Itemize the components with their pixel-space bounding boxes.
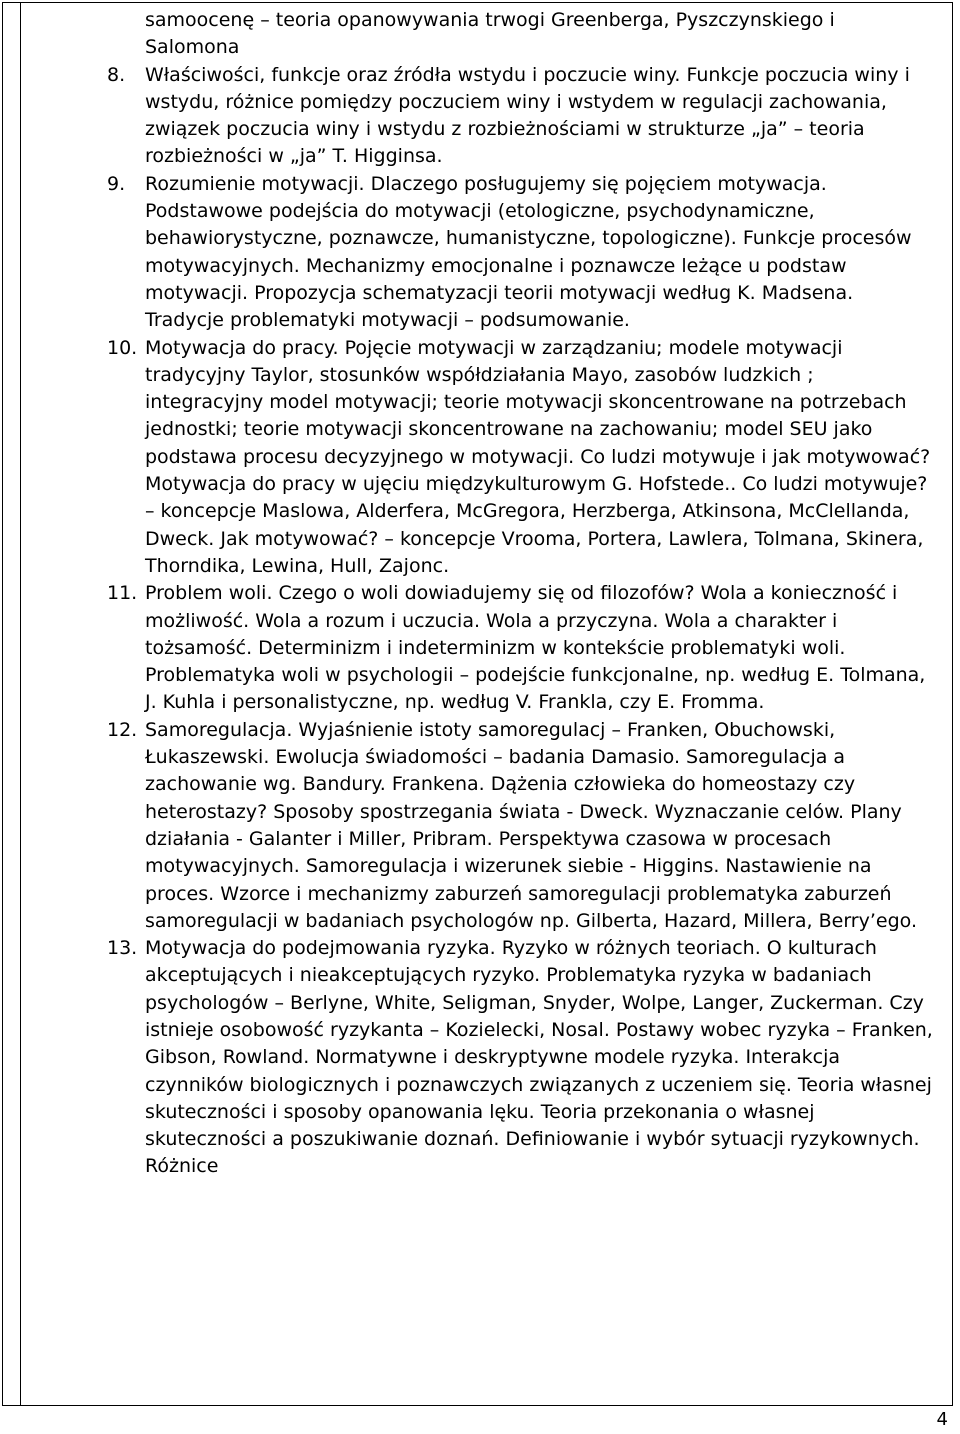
- list-item-text: Motywacja do pracy. Pojęcie motywacji w zarządzaniu; modele motywacji tradycyjny Taylor, stosunków współdziałania Mayo, zasobów ludzkich ; integracyjny model motywacji; teorie motywacji skoncentrowane na potrzebach jednostki; teorie motywacji skoncentrowane na zachowaniu; model SEU jako podstawa procesu decyzyjnego w motywacji. Co ludzi motywuje i jak motywować? Motywacja do pracy w ujęciu międzykulturowym G. Hofstede.. Co ludzi motywuje? – koncepcje Maslowa, Alderfera, McGregora, Herzberga, Atkinsona, McClellanda, Dweck. Jak motywować? – koncepcje Vrooma, Portera, Lawlera, Tolmana, Skinera, Thorndika, Lewina, Hull, Zajonc.: [145, 336, 931, 577]
- list-item-text: Samoregulacja. Wyjaśnienie istoty samoregulacj – Franken, Obuchowski, Łukaszewski. Ewolucja świadomości – badania Damasio. Samoregulacja a zachowanie wg. Bandury. Frankena. Dążenia człowieka do homeostazy czy heterostazy? Sposoby spostrzegania świata - Dweck. Wyznaczanie celów. Plany działania - Galanter i Miller, Pribram. Perspektywa czasowa w procesach motywacyjnych. Samoregulacja i wizerunek siebie - Higgins. Nastawienie na proces. Wzorce i mechanizmy zaburzeń samoregulacji problematyka zaburzeń samoregulacji w badaniach psychologów np. Gilberta, Hazard, Millera, Berry’ego.: [145, 718, 917, 932]
- list-item-number: 9.: [107, 172, 126, 195]
- page-number: 4: [936, 1409, 948, 1430]
- list-item: [107, 62, 935, 171]
- list-item: [107, 335, 935, 581]
- list-item-number: 11.: [107, 582, 138, 605]
- list-item-number: 8.: [107, 63, 126, 86]
- list-item: [107, 717, 935, 935]
- list-item: [107, 580, 935, 716]
- list-item-text: Motywacja do podejmowania ryzyka. Ryzyko w różnych teoriach. O kulturach akceptujących i nieakceptujących ryzyko. Problematyka ryzyka w badaniach psychologów – Berlyne, White, Seligman, Snyder, Wolpe, Langer, Zuckerman. Czy istnieje osobowość ryzykanta – Kozielecki, Nosal. Postawy wobec ryzyka – Franken, Gibson, Rowland. Normatywne i deskryptywne modele ryzyka. Interakcja czynników biologicznych i poznawczych związanych z uczeniem się. Teoria własnej skuteczności i sposoby opanowania lęku. Teoria przekonania o własnej skuteczności a poszukiwanie doznań. Definiowanie i wybór sytuacji ryzykownych. Różnice: [145, 937, 933, 1178]
- document-body: [107, 7, 935, 1181]
- list-item-number: 13.: [107, 937, 138, 960]
- list-item-text: Rozumienie motywacji. Dlaczego posługujemy się pojęciem motywacja. Podstawowe podejścia do motywacji (etologiczne, psychodynamiczne, behawiorystyczne, poznawcze, humanistyczne, topologiczne). Funkcje procesów motywacyjnych. Mechanizmy emocjonalne i poznawcze leżące u podstaw motywacji. Propozycja schematyzacji teorii motywacji według K. Madsena. Tradycje problematyki motywacji – podsumowanie.: [145, 172, 912, 332]
- list-item-number: 10.: [107, 336, 138, 359]
- list-item-text: Właściwości, funkcje oraz źródła wstydu i poczucie winy. Funkcje poczucia winy i wstydu, różnice pomiędzy poczuciem winy i wstydem w regulacji zachowania, związek poczucia winy i wstydu z rozbieżnościami w strukturze „ja” – teoria rozbieżności w „ja” T. Higginsa.: [145, 63, 910, 168]
- continuation-paragraph: samoocenę – teoria opanowywania trwogi Greenberga, Pyszczynskiego i Salomona: [145, 9, 835, 59]
- list-item: [107, 935, 935, 1181]
- table-column-divider: [20, 2, 21, 1406]
- list-item: [107, 171, 935, 335]
- list-item-number: 12.: [107, 718, 138, 741]
- list-item-text: Problem woli. Czego o woli dowiadujemy się od filozofów? Wola a konieczność i możliwość. Wola a rozum i uczucia. Wola a przyczyna. Wola a charakter i tożsamość. Determinizm i indeterminizm w kontekście problematyki woli. Problematyka woli w psychologii – podejście funkcjonalne, np. według E. Tolmana, J. Kuhla i personalistyczne, np. według V. Frankla, czy E. Fromma.: [145, 582, 926, 714]
